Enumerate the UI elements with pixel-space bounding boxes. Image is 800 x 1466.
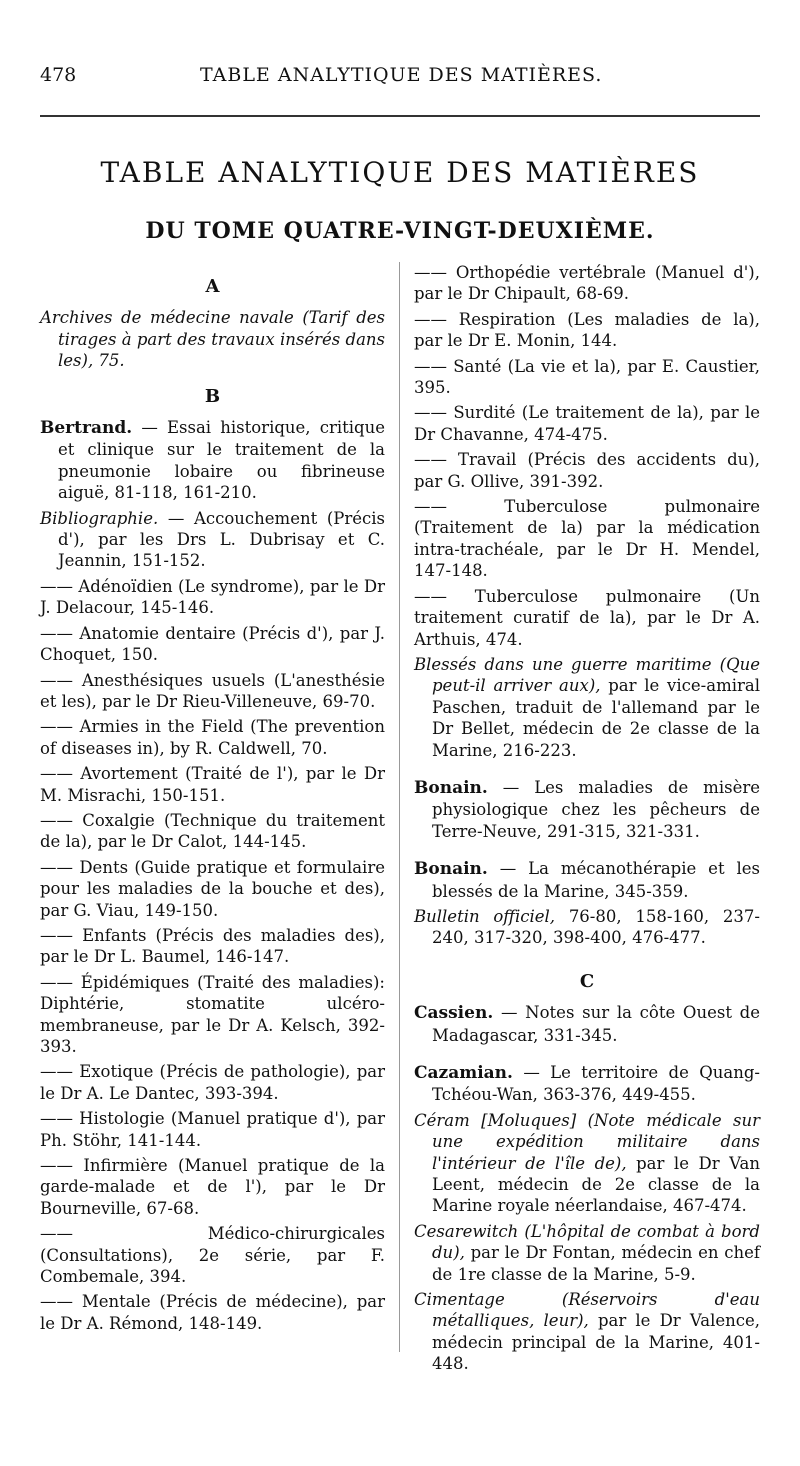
index-subentry: —— Enfants (Précis des maladies des), par le Dr L. Baumel, 146-147. [40, 925, 385, 967]
entry-text: — Les maladies de misère physiologique chez les pêcheurs de Terre-Neuve, 291-315, 321-331. [432, 777, 760, 841]
entry-heading: Bibliographie. [40, 508, 159, 528]
index-entry-bertrand [40, 417, 385, 504]
entry-heading: Cazamian. [414, 1063, 513, 1083]
index-subentry: —— Tuberculose pulmonaire (Traitement de la) par la médication intra-trachéale, par le Dr H. Mendel, 147-148. [414, 497, 760, 581]
index-subentry: —— Anatomie dentaire (Précis d'), par J. Choquet, 150. [40, 623, 385, 665]
index-subentry: —— Mentale (Précis de médecine), par le Dr A. Rémond, 148-149. [40, 1292, 385, 1333]
entry-text: 76-80, 158-160, 237-240, 317-320, 398-400, 476-477. [432, 906, 760, 948]
entry-text: — Accouchement (Précis d'), par les Drs L. Dubrisay et C. Jeannin, 151-152. [58, 508, 385, 571]
section-letter-c: C [579, 970, 595, 992]
entry-text: par le vice-amiral Paschen, traduit de l'allemand par le Dr Bellet, médecin de 2e classe de la Marine, 216-223. [432, 676, 760, 760]
index-subentry: —— Médico-chirurgicales (Consultations), 2e série, par F. Combemale, 394. [40, 1224, 385, 1287]
section-letter-a: A [205, 276, 220, 297]
index-subentry: —— Adénoïdien (Le syndrome), par le Dr J. Delacour, 145-146. [40, 576, 385, 618]
entry-heading: Bonain. [414, 777, 488, 798]
index-entry-ceram [414, 1110, 760, 1217]
entry-heading: Bertrand. [40, 418, 133, 439]
index-subentry: —— Surdité (Le traitement de la), par le Dr Chavanne, 474-475. [414, 403, 760, 444]
running-title: TABLE ANALYTIQUE DES MATIÈRES. [200, 64, 603, 86]
index-subentry: —— Avortement (Traité de l'), par le Dr M. Misrachi, 150-151. [40, 764, 385, 805]
index-entry-cesarewitch [414, 1221, 760, 1285]
index-entry-cassien [414, 1002, 760, 1046]
page-number: 478 [40, 64, 77, 86]
main-title: TABLE ANALYTIQUE DES MATIÈRES [100, 156, 700, 189]
index-subentry: —— Anesthésiques usuels (L'anesthésie et les), par le Dr Rieu-Villeneuve, 69-70. [40, 670, 385, 711]
index-subentry: —— Santé (La vie et la), par E. Caustier, 395. [414, 356, 760, 398]
entry-text: — Le territoire de Quang-Tchéou-Wan, 363-376, 449-455. [432, 1063, 760, 1105]
index-entry-cimentage [414, 1289, 760, 1375]
index-subentry: —— Exotique (Précis de pathologie), par le Dr A. Le Dantec, 393-394. [40, 1062, 385, 1103]
index-entry-blesses [414, 654, 760, 761]
index-subentry: —— Respiration (Les maladies de la), par le Dr E. Monin, 144. [414, 309, 760, 351]
right-column [414, 262, 760, 1379]
index-entry-bonain-1 [414, 777, 760, 842]
section-letter-b: B [204, 385, 221, 407]
index-entry-bonain-2 [414, 858, 760, 902]
index-entry-archives: Archives de médecine navale (Tarif des tirages à part des travaux insérés dans les), 75. [40, 308, 385, 371]
entry-heading: Cimentage (Réservoirs d'eau métalliques, leur), [414, 1290, 760, 1331]
left-column [40, 262, 385, 1338]
header-rule [40, 115, 760, 117]
entry-heading: Bonain. [414, 859, 488, 880]
entry-heading: Blessés dans une guerre maritime (Que peut-il arriver aux), [414, 654, 760, 696]
index-subentry: —— Histologie (Manuel pratique d'), par Ph. Stöhr, 141-144. [40, 1109, 385, 1150]
sub-title: DU TOME QUATRE-VINGT-DEUXIÈME. [145, 218, 655, 244]
entry-heading: Cesarewitch (L'hôpital de combat à bord du), [414, 1221, 760, 1263]
index-subentry: —— Armies in the Field (The prevention of diseases in), by R. Caldwell, 70. [40, 717, 385, 758]
index-subentry: —— Infirmière (Manuel pratique de la garde-malade et de l'), par le Dr Bourneville, 67-68. [40, 1156, 385, 1218]
index-entry-cazamian [414, 1062, 760, 1106]
entry-text: — Essai historique, critique et clinique sur le traitement de la pneumonie lobaire ou fibrineuse aiguë, 81-118, 161-210. [58, 418, 385, 503]
index-subentry: —— Travail (Précis des accidents du), par G. Ollive, 391-392. [414, 450, 760, 491]
entry-text: — Notes sur la côte Ouest de Madagascar, 331-345. [432, 1003, 760, 1045]
column-divider [399, 262, 400, 1352]
index-subentry: —— Dents (Guide pratique et formulaire pour les maladies de la bouche et des), par G. Viau, 149-150. [40, 857, 385, 920]
index-entry-bulletin [414, 906, 760, 949]
entry-heading: Bulletin officiel, [414, 906, 556, 926]
entry-text: par le Dr Van Leent, médecin de 2e classe de la Marine royale néerlandaise, 467-474. [432, 1153, 761, 1216]
entry-text: par le Dr Valence, médecin principal de la Marine, 401-448. [432, 1311, 761, 1374]
index-subentry: —— Tuberculose pulmonaire (Un traitement curatif de la), par le Dr A. Arthuis, 474. [414, 586, 760, 649]
index-subentry: —— Coxalgie (Technique du traitement de la), par le Dr Calot, 144-145. [40, 810, 385, 852]
running-head [40, 64, 760, 92]
index-subentry: —— Orthopédie vertébrale (Manuel d'), par le Dr Chipault, 68-69. [414, 263, 760, 304]
entry-heading: Cassien. [414, 1003, 494, 1024]
index-subentry: —— Épidémiques (Traité des maladies): Diphtérie, stomatite ulcéro-membraneuse, par le Dr A. Kelsch, 392-393. [40, 972, 385, 1056]
entry-text: par le Dr Fontan, médecin en chef de 1re classe de la Marine, 5-9. [432, 1243, 760, 1284]
entry-text: — La mécanothérapie et les blessés de la Marine, 345-359. [432, 859, 761, 901]
entry-heading: Céram [Moluques] (Note médicale sur une expédition militaire dans l'intérieur de l'île de), [414, 1110, 760, 1173]
index-entry-bibliographie [40, 508, 385, 572]
